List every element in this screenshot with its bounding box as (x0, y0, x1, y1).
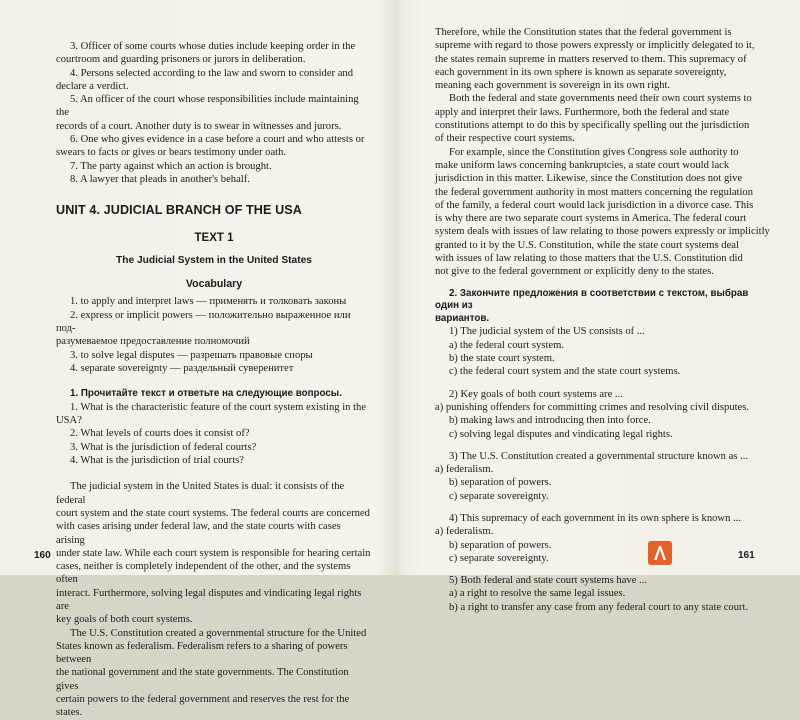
def-line: swears to facts or gives or bears testimony under oath. (56, 147, 287, 159)
item-option: c) solving legal disputes and vindicating legal rights. (449, 428, 673, 440)
question-line: 1. What is the characteristic feature of the court system existing in the (70, 401, 367, 413)
text-line: Both the federal and state governments need their own court systems to (449, 93, 752, 105)
def-line: 7. The party against which an action is brought. (70, 160, 272, 172)
text-line: For example, since the Constitution gives Congress sole authority to (449, 146, 739, 158)
vocabulary-list (56, 295, 372, 375)
exercise-item (435, 512, 770, 565)
text-line: supreme with regard to those powers expressly or implicitly delegated to it, (435, 40, 755, 52)
item-option: a) federalism. (435, 526, 494, 538)
vocab-line: 4. separate sovereignty — раздельный суверенитет (70, 362, 294, 374)
exercise-item (435, 325, 770, 378)
task1-title: 1. Прочитайте текст и ответьте на следующие вопросы. (70, 388, 342, 400)
text-line: the states remain supreme in matters reserved to them. This supremacy of (435, 53, 747, 65)
exercise-item (435, 388, 770, 441)
text-line: jurisdiction in this matter. Likewise, since the Constitution does not give (435, 173, 743, 185)
def-line: declare a verdict. (56, 80, 129, 92)
vocab-line: 1. to apply and interpret laws — применять и толковать законы (70, 296, 347, 308)
question-line: 4. What is the jurisdiction of trial courts? (70, 455, 244, 467)
text-line: under state law. While each court system is responsible for hearing certain (56, 547, 371, 559)
task2-title: 2. Закончите предложения в соответствии с текстом, выбрав один из (435, 287, 749, 312)
text-line: Therefore, while the Constitution states that the federal government is (435, 27, 732, 38)
body-paragraph (56, 480, 372, 626)
text-line: each government in its own sphere is known as separate sovereignty, (435, 66, 727, 78)
item-option: b) making laws and introducing then into force. (449, 415, 651, 427)
item-stem: 3) The U.S. Constitution created a governmental structure known as ... (449, 450, 749, 462)
text-line: of their respective court systems. (435, 133, 575, 145)
text-line: the federal government authority in most matters concerning the regulation (435, 186, 754, 198)
vocab-line: 2. express or implicit powers — положительно выраженное или под- (56, 309, 351, 335)
text-line: certain powers to the federal government and reserves the rest for the states. (56, 694, 350, 719)
item-option: a) federalism. (435, 464, 494, 476)
text-line: system deals with issues of law relating to those powers expressly or implicitly (435, 226, 770, 238)
text-line: constitutions attempt to do this by specifically spelling out the jurisdiction (435, 120, 750, 132)
text-line: make uniform laws concerning bankruptcies, a state court would lack (435, 159, 730, 171)
right-page (403, 0, 800, 613)
item-option: a) a right to resolve the same legal issues. (449, 588, 626, 600)
text-line: granted to it by the U.S. Constitution, while the state court systems deal (435, 239, 739, 251)
text-line: The judicial system in the United States is dual: it consists of the federal (56, 481, 345, 506)
left-page (0, 0, 400, 719)
exercise-item (435, 574, 770, 614)
vocab-line: разумеваемое предоставление полномочий (56, 336, 250, 348)
text-line: cases, neither is completely independent of the other, and the systems often (56, 561, 351, 586)
item-option: b) the state court system. (449, 353, 555, 365)
item-option: c) separate sovereignty. (449, 490, 549, 502)
task2-title-cont: вариантов. (435, 312, 490, 324)
def-line: 6. One who gives evidence in a case before a court and who attests or (70, 134, 365, 146)
page-number-left: 160 (34, 550, 51, 561)
item-stem: 2) Key goals of both court systems are ... (449, 388, 623, 400)
item-option: b) separation of powers. (449, 477, 552, 489)
question-line: USA? (56, 415, 82, 427)
question-line: 2. What levels of courts does it consist of? (70, 428, 250, 440)
item-stem: 1) The judicial system of the US consists of ... (449, 326, 645, 338)
text-line: with cases arising under federal law, and the state courts with cases arising (56, 521, 341, 546)
text-line: apply and interpret their laws. Furthermore, both the federal and state (435, 106, 730, 118)
text-line: court system and the state court systems. The federal courts are concerned (56, 507, 370, 519)
vocabulary-heading: Vocabulary (185, 278, 243, 291)
text-line: with issues of law relating to those matters that the U.S. Constitution did (435, 253, 743, 265)
item-option: c) the federal court system and the state court systems. (449, 366, 681, 378)
body-paragraph (56, 627, 372, 720)
body-paragraph (435, 146, 770, 279)
def-line: 5. An officer of the court whose responsibilities include maintaining the (56, 94, 359, 119)
definitions-list (56, 40, 372, 186)
item-option: c) separate sovereignty. (449, 552, 549, 564)
question-line: 3. What is the jurisdiction of federal courts? (70, 441, 257, 453)
item-option: b) a right to transfer any case from any federal court to any state court. (449, 601, 749, 613)
exercise-item (435, 450, 770, 503)
item-option: a) punishing offenders for committing crimes and resolving civil disputes. (435, 401, 750, 413)
unit-title: UNIT 4. JUDICIAL BRANCH OF THE USA (56, 203, 302, 218)
def-line: courtroom and guarding prisoners or jurors in deliberation. (56, 54, 306, 66)
text-line: not give to the federal government or explicitly deny to the states. (435, 266, 714, 278)
vocab-line: 3. to solve legal disputes — разрешать правовые споры (70, 349, 313, 361)
text-line: interact. Furthermore, solving legal disputes and vindicating legal rights are (56, 587, 362, 612)
text-line: States known as federalism. Federalism refers to a sharing of powers between (56, 640, 348, 666)
item-option: b) separation of powers. (449, 539, 552, 551)
text-line: of the family, a federal court would lack jurisdiction in a divorce case. This (435, 199, 754, 211)
def-line: records of a court. Another duty is to swear in witnesses and jurors. (56, 120, 342, 132)
text-line: the national government and the state governments. The Constitution gives (56, 667, 349, 692)
text-line: key goals of both court systems. (56, 614, 193, 626)
text-line: is why there are two separate court systems in America. The federal court (435, 213, 747, 225)
text-line: meaning each government is sovereign in its own right. (435, 80, 671, 92)
body-paragraph (435, 92, 770, 145)
def-line: 3. Officer of some courts whose duties include keeping order in the (70, 41, 356, 52)
publisher-logo-icon (648, 541, 672, 565)
task1-questions (56, 401, 372, 467)
text-title: The Judicial System in the United States (116, 254, 312, 266)
body-paragraph (435, 26, 770, 92)
item-option: a) the federal court system. (449, 339, 565, 351)
page-number-right: 161 (738, 550, 755, 561)
text-number: TEXT 1 (194, 231, 234, 244)
item-stem: 5) Both federal and state court systems have ... (449, 575, 647, 587)
def-line: 8. A lawyer that pleads in another's behalf. (70, 173, 250, 185)
text-line: The U.S. Constitution created a governmental structure for the United (70, 627, 367, 639)
item-stem: 4) This supremacy of each government in its own sphere is known ... (449, 512, 741, 524)
def-line: 4. Persons selected according to the law and sworn to consider and (70, 67, 354, 79)
